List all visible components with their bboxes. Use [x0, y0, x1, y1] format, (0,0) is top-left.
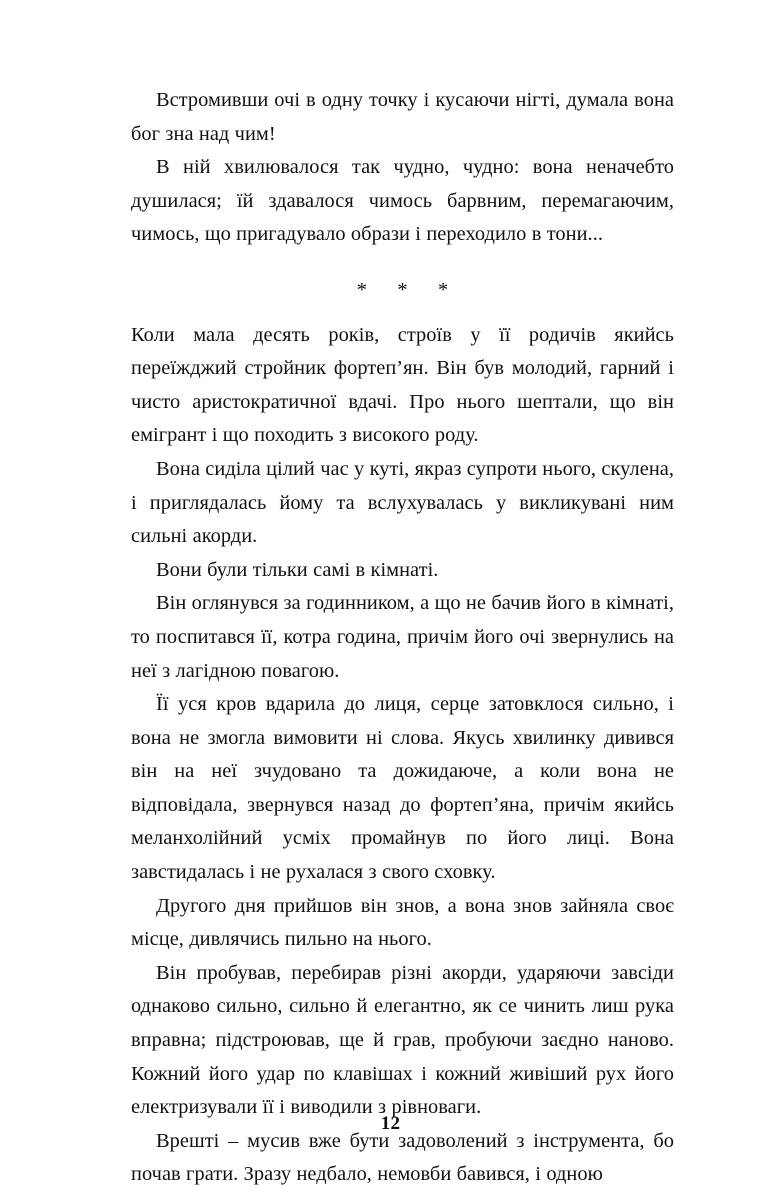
- paragraph-5: Вони були тільки самі в кімнаті.: [156, 558, 439, 581]
- paragraph-2: В ній хвилювалося так чудно, чудно: вона неначебто душилася; їй здавалося чимось барвним, перемагаючим, чимось, що пригадувало образи і переходило в тони...: [131, 156, 674, 246]
- paragraph-7: Її уся кров вдарила до лиця, серце затовклося сильно, і вона не змогла вимовити ні слова. Якусь хвилинку дивився він на неї зчудовано та дожидаюче, а коли вона не відповідала, звернувся назад до фортеп’яна, причім якийсь меланхолійний усміх промайнув по його лиці. Вона завстидалась і не рухалася з свого сховку.: [131, 693, 674, 884]
- paragraph-8: Другого дня прийшов він знов, а вона знов зайняла своє місце, дивлячись пильно на нього.: [131, 894, 674, 951]
- paragraph-6: Він оглянувся за годинником, а що не бачив його в кімнаті, то поспитався її, котра година, причім його очі звернулись на неї з лагідною повагою.: [131, 592, 674, 682]
- paragraph-10: Врешті – мусив вже бути задоволений з інструмента, бо почав грати. Зразу недбало, немовби бавився, і одною: [131, 1129, 674, 1186]
- section-separator: * * *: [356, 278, 461, 301]
- page-number: 12: [380, 1113, 401, 1134]
- paragraph-3: Коли мала десять років, строїв у її родичів якийсь переїжджий стройник фортеп’ян. Він був молодий, гарний і чисто аристократичної вдачі. Про нього шептали, що він емігрант і що походить з високого роду.: [131, 323, 674, 447]
- paragraph-9: Він пробував, перебирав різні акорди, ударяючи завсіди однаково сильно, сильно й елегантно, як се чинить лиш рука вправна; підстроював, ще й грав, пробуючи заєдно наново. Кожний його удар по клавішах і кожний живіший рух його електризували її і виводили з рівноваги.: [131, 961, 674, 1119]
- paragraph-1: Встромивши очі в одну точку і кусаючи нігті, думала вона бог зна над чим!: [131, 89, 674, 145]
- paragraph-4: Вона сиділа цілий час у куті, якраз супроти нього, скулена, і приглядалась йому та вслухувалась у викликувані ним сильні акорди.: [131, 457, 674, 548]
- page-text-block: [131, 84, 674, 1192]
